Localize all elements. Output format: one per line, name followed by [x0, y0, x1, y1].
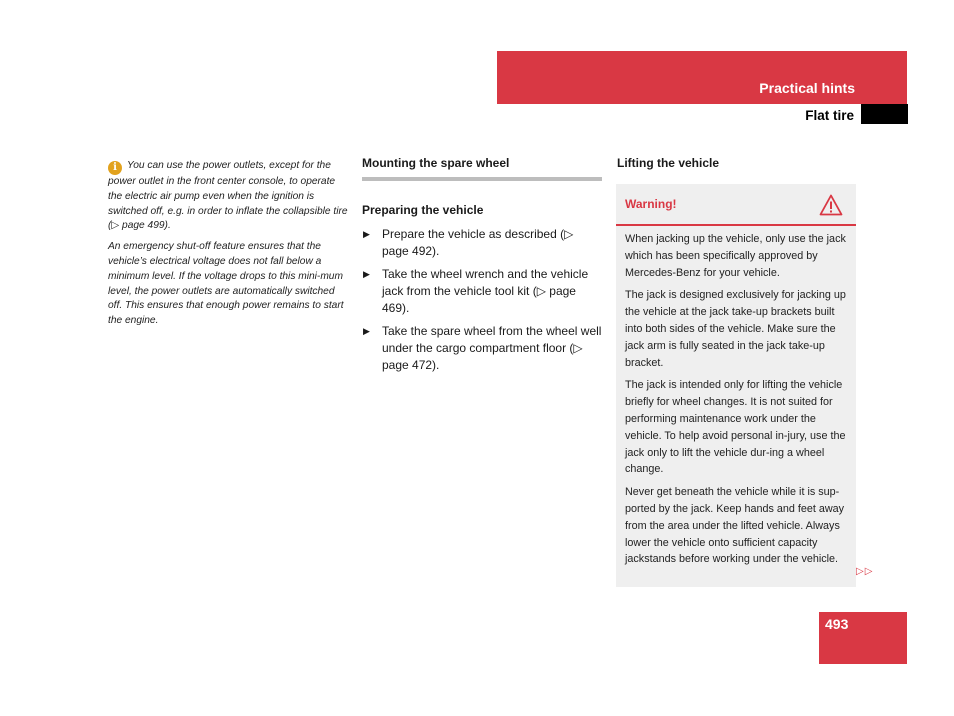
warning-title: Warning!	[625, 197, 677, 211]
warning-paragraph: The jack is intended only for lifting the vehicle briefly for wheel changes. It is not suited for performing maintenance work under the vehicle. To help avoid personal in-jury, use the jack only to lift the vehicle dur-ing a wheel change.	[625, 379, 846, 476]
lifting-heading: Lifting the vehicle	[617, 156, 720, 170]
step-text: Prepare the vehicle as described (▷ page 492).	[382, 227, 574, 258]
step-item	[362, 226, 602, 260]
info-note-paragraph	[108, 159, 348, 234]
step-item	[362, 266, 602, 317]
header-band	[497, 51, 907, 104]
warning-paragraph: The jack is designed exclusively for jacking up the vehicle at the jack take-up brackets built into both sides of the vehicle. Make sure the jack arm is fully seated in the jack take-up bracket.	[625, 289, 846, 369]
subsection-tab-marker	[861, 104, 908, 124]
mounting-section	[362, 156, 602, 380]
step-text: Take the wheel wrench and the vehicle jack from the vehicle tool kit (▷ page 469).	[382, 267, 589, 315]
step-item	[362, 323, 602, 374]
step-text: Take the spare wheel from the wheel well under the cargo compartment floor (▷ page 472).	[382, 324, 602, 372]
warning-paragraph: Never get beneath the vehicle while it is sup-ported by the jack. Keep hands and feet away from the area under the lifted vehicle. Always lower the vehicle onto sufficient capacity jackstands before working under the vehicle.	[625, 486, 845, 566]
page-number: 493	[825, 616, 849, 632]
subsection-title: Flat tire	[805, 108, 854, 123]
info-icon: i	[108, 161, 122, 175]
continue-marker: ▷▷	[856, 566, 874, 577]
bullet-arrow-icon: ▶	[363, 326, 370, 336]
warning-header	[616, 184, 856, 226]
warning-paragraph: When jacking up the vehicle, only use the jack which has been specifically approved by Mercedes-Benz for your vehicle.	[625, 233, 846, 279]
page-number-box	[819, 612, 907, 664]
bullet-arrow-icon: ▶	[363, 269, 370, 279]
info-note-text: You can use the power outlets, except for the power outlet in the front center console, to operate the electric air pump even when the ignition is switched off, e.g. in order to inflate the collapsible tire (▷ page 499).	[108, 160, 348, 232]
warning-body	[616, 226, 856, 568]
section-heading: Mounting the spare wheel	[362, 156, 602, 181]
section-title: Practical hints	[759, 80, 855, 96]
warning-box	[616, 184, 856, 587]
bullet-arrow-icon: ▶	[363, 229, 370, 239]
subsection-heading: Preparing the vehicle	[362, 203, 484, 217]
info-note	[108, 159, 348, 335]
warning-triangle-icon	[819, 194, 843, 216]
info-note-paragraph: An emergency shut-off feature ensures that the vehicle’s electrical voltage does not fall below a minimum level. If the voltage drops to this mini-mum level, the power outlets are automatically switched off. This ensures that enough power remains to start the engine.	[108, 241, 344, 327]
